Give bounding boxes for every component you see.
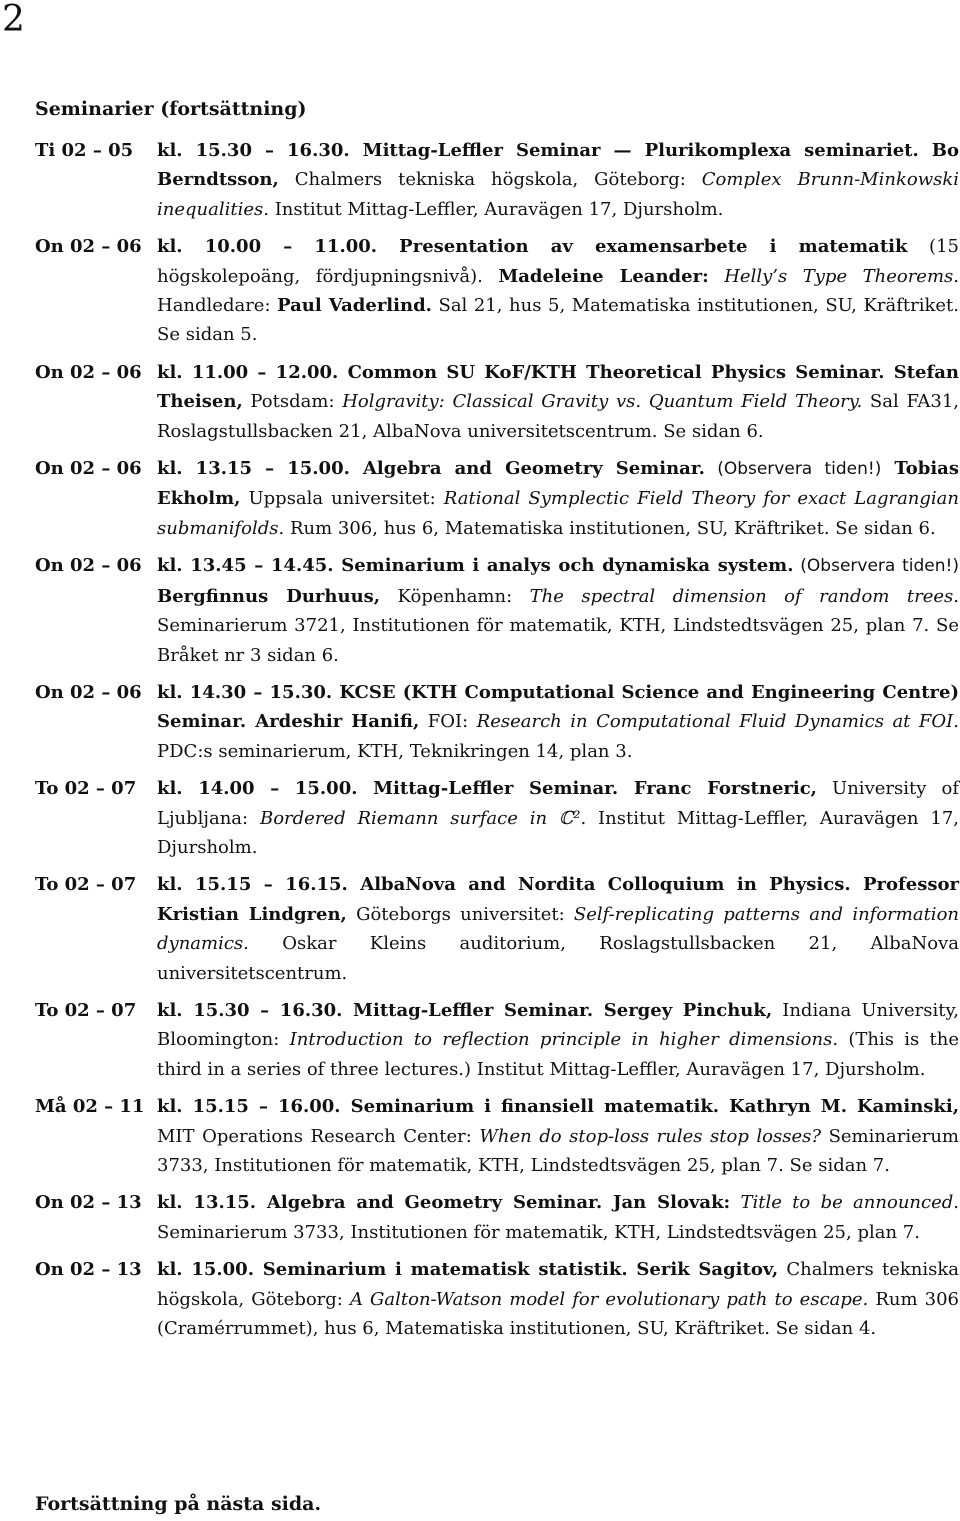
seminar-text-segment: (Observera tiden!): [793, 556, 959, 577]
seminar-text-segment: Bordered Riemann surface in ℂ².: [259, 807, 587, 829]
seminar-date: To 02 – 07: [35, 778, 137, 800]
seminar-text-segment: Seminarierum 3733, Institutionen för matematik, KTH, Lindstedtsvägen 25, plan 7. Se sidan 7.: [157, 1125, 959, 1176]
seminar-entry: [35, 358, 959, 446]
seminar-date: To 02 – 07: [35, 874, 137, 896]
continuation-note: Fortsättning på nästa sida.: [35, 1493, 322, 1515]
seminar-date: On 02 – 06: [35, 236, 142, 258]
seminar-text-segment: Sal 21, hus 5, Matematiska institutionen, SU, Kräftriket. Se sidan 5.: [157, 295, 959, 346]
seminar-text-segment: Rum 306 (Cramérrummet), hus 6, Matematiska institutionen, SU, Kräftriket. Se sidan 4.: [157, 1288, 959, 1340]
seminar-text-segment: Complex Brunn-Minkowski inequalities.: [157, 169, 960, 220]
seminar-entry: [35, 232, 959, 350]
seminar-text-segment: kl. 14.30 – 15.30. KCSE (KTH Computational Science and Engineering Centre) Seminar. Ardeshir Hanifi,: [157, 681, 959, 733]
seminar-text-segment: Handledare:: [157, 295, 278, 317]
seminar-text-segment: Title to be announced.: [730, 1192, 959, 1214]
seminar-text-segment: FOI:: [419, 711, 477, 733]
seminar-text-segment: (This is the third in a series of three lectures.) Institut Mittag-Leffler, Auravägen 17, Djursholm.: [157, 1029, 959, 1080]
seminar-text-segment: kl. 13.45 – 14.45. Seminarium i analys och dynamiska system.: [157, 555, 794, 577]
seminar-text-segment: (15 högskolepoäng, fördjupningsnivå).: [157, 236, 959, 287]
seminar-text-segment: Holgravity: Classical Gravity vs. Quantum Field Theory.: [342, 391, 863, 413]
seminar-list: [35, 136, 959, 1343]
seminar-text-segment: Seminarierum 3721, Institutionen för matematik, KTH, Lindstedtsvägen 25, plan 7. Se Bråket nr 3 sidan 6.: [157, 615, 959, 666]
seminar-text-segment: University of Ljubljana:: [157, 778, 959, 829]
seminar-description: [157, 996, 959, 1084]
seminar-text-segment: Institut Mittag-Leffler, Auravägen 17, Djursholm.: [157, 807, 959, 858]
seminar-text-segment: Research in Computational Fluid Dynamics at FOI.: [476, 711, 959, 733]
seminar-text-segment: Chalmers tekniska högskola, Göteborg:: [157, 1259, 959, 1310]
seminar-text-segment: (Observera tiden!): [704, 459, 882, 480]
seminar-description: [157, 1188, 959, 1247]
seminar-text-segment: Tobias Ekholm,: [157, 458, 959, 510]
seminar-description: [157, 454, 959, 543]
seminar-text-segment: kl. 10.00 – 11.00. Presentation av examensarbete i matematik: [157, 236, 908, 258]
seminar-text-segment: Indiana University, Bloomington:: [157, 999, 960, 1051]
seminar-text-segment: Rational Symplectic Field Theory for exact Lagrangian submanifolds.: [157, 488, 959, 539]
seminar-text-segment: Institut Mittag-Leffler, Auravägen 17, Djursholm.: [268, 198, 724, 220]
seminar-text-segment: A Galton-Watson model for evolutionary path to escape.: [349, 1288, 869, 1310]
seminar-text-segment: kl. 14.00 – 15.00. Mittag-Leffler Seminar. Franc Forstneric,: [157, 778, 817, 800]
seminar-date: To 02 – 07: [35, 999, 137, 1021]
seminar-entry: [35, 870, 959, 988]
seminar-entry: [35, 136, 959, 224]
seminar-text-segment: kl. 15.15 – 16.00. Seminarium i finansiell matematik. Kathryn M. Kaminski,: [157, 1096, 959, 1118]
seminar-description: [157, 774, 959, 862]
seminar-text-segment: The spectral dimension of random trees.: [529, 585, 960, 607]
seminar-text-segment: Köpenhamn:: [380, 585, 530, 607]
seminar-text-segment: MIT Operations Research Center:: [157, 1125, 480, 1147]
seminar-text-segment: Potsdam:: [242, 391, 343, 413]
seminar-text-segment: Göteborgs universitet:: [346, 903, 574, 925]
seminar-text-segment: Paul Vaderlind.: [277, 295, 432, 317]
seminar-date: On 02 – 06: [35, 681, 142, 703]
seminar-text-segment: Sal FA31, Roslagstullsbacken 21, AlbaNova universitetscentrum. Se sidan 6.: [157, 391, 959, 442]
seminar-date: On 02 – 13: [35, 1259, 142, 1281]
seminar-text-segment: kl. 11.00 – 12.00. Common SU KoF/KTH Theoretical Physics Seminar. Stefan Theisen,: [157, 361, 959, 413]
seminar-entry: [35, 678, 959, 766]
seminar-description: [157, 1092, 959, 1180]
seminar-text-segment: PDC:s seminarierum, KTH, Teknikringen 14, plan 3.: [157, 740, 633, 762]
seminar-description: [157, 1255, 959, 1343]
seminar-date: On 02 – 06: [35, 361, 142, 383]
seminar-date: On 02 – 13: [35, 1192, 142, 1214]
seminar-text-segment: kl. 15.15 – 16.15. AlbaNova and Nordita Colloquium in Physics. Professor Kristian Lindgren,: [157, 874, 959, 925]
seminar-description: [157, 358, 959, 446]
seminar-text-segment: kl. 15.00. Seminarium i matematisk statistik. Serik Sagitov,: [157, 1259, 779, 1281]
seminar-entry: [35, 996, 959, 1084]
seminar-entry: [35, 1255, 959, 1343]
seminar-entry: [35, 774, 959, 862]
seminar-description: [157, 551, 959, 670]
page-number: 2: [2, 0, 25, 40]
seminar-entry: [35, 1092, 959, 1180]
seminar-text-segment: When do stop-loss rules stop losses?: [479, 1125, 822, 1147]
seminar-entry: [35, 454, 959, 543]
seminar-text-segment: Oskar Kleins auditorium, Roslagstullsbacken 21, AlbaNova universitetscentrum.: [157, 933, 959, 984]
seminar-date: On 02 – 06: [35, 458, 142, 480]
seminar-text-segment: Bergfinnus Durhuus,: [157, 585, 381, 607]
seminar-entry: [35, 1188, 959, 1247]
seminar-text-segment: Madeleine Leander:: [498, 265, 709, 287]
seminar-text-segment: kl. 15.30 – 16.30. Mittag-Leffler Seminar — Plurikomplexa seminariet. Bo Berndtsson,: [157, 140, 959, 191]
seminar-text-segment: Self-replicating patterns and information dynamics.: [157, 903, 959, 955]
seminar-text-segment: kl. 13.15 – 15.00. Algebra and Geometry Seminar.: [157, 458, 705, 480]
seminar-text-segment: Uppsala universitet:: [240, 488, 444, 510]
seminar-description: [157, 870, 959, 988]
seminar-text-segment: kl. 13.15. Algebra and Geometry Seminar. Jan Slovak:: [157, 1192, 731, 1214]
seminar-description: [157, 232, 959, 350]
seminar-text-segment: Introduction to reflection principle in higher dimensions.: [289, 1029, 839, 1051]
seminar-text-segment: Seminarierum 3733, Institutionen för matematik, KTH, Lindstedtsvägen 25, plan 7.: [157, 1221, 920, 1243]
section-title: Seminarier (fortsättning): [35, 98, 307, 120]
seminar-text-segment: kl. 15.30 – 16.30. Mittag-Leffler Seminar. Sergey Pinchuk,: [157, 999, 773, 1021]
seminar-date: Må 02 – 11: [35, 1096, 145, 1118]
seminar-description: [157, 678, 959, 766]
seminar-date: Ti 02 – 05: [35, 140, 134, 161]
seminar-text-segment: Chalmers tekniska högskola, Göteborg:: [278, 169, 702, 191]
seminar-text-segment: Helly’s Type Theorems.: [708, 265, 959, 287]
seminar-entry: [35, 551, 959, 670]
seminar-text-segment: Rum 306, hus 6, Matematiska institutionen, SU, Kräftriket. Se sidan 6.: [284, 517, 936, 539]
seminar-description: [157, 136, 959, 224]
seminar-date: On 02 – 06: [35, 555, 142, 577]
